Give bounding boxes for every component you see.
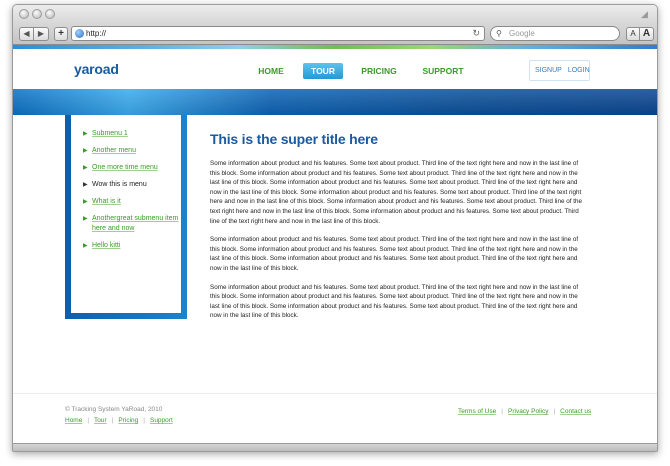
sidebar-menu [71, 115, 181, 313]
search-field[interactable] [490, 26, 620, 41]
close-window-button[interactable] [19, 9, 29, 19]
footer-separator: | [553, 408, 556, 415]
footer-link-support[interactable]: Support [149, 417, 173, 424]
triangle-right-icon: ▶ [83, 148, 88, 154]
contact-us-link[interactable]: Contact us [560, 408, 592, 415]
sidebar-item-submenu-1[interactable] [71, 129, 181, 139]
privacy-policy-link[interactable]: Privacy Policy [508, 408, 549, 415]
text-smaller-button[interactable] [626, 27, 640, 41]
resize-grip-icon: ◢ [641, 9, 648, 19]
forward-button[interactable] [34, 27, 49, 41]
login-link[interactable]: LOGIN [567, 67, 590, 74]
url-field[interactable] [71, 26, 485, 41]
sidebar-item-anothergreat-submenu[interactable] [71, 214, 181, 234]
sidebar-item-another-menu[interactable] [71, 146, 181, 156]
sidebar-item-label: Anothergreat submenu item here and now [92, 215, 179, 232]
minimize-window-button[interactable] [32, 9, 42, 19]
terms-of-use-link[interactable]: Terms of Use [458, 408, 497, 415]
sidebar-item-hello-kitti[interactable] [71, 241, 181, 251]
url-text: http:// [86, 29, 107, 38]
back-icon: ◀ [23, 29, 30, 38]
status-bar [13, 443, 657, 451]
title-bar [13, 5, 657, 23]
page-title: This is the super title here [210, 131, 378, 147]
auth-box [529, 60, 590, 81]
triangle-right-icon: ▶ [83, 165, 88, 171]
sidebar-item-label: Hello kitti [92, 242, 121, 249]
footer-link-pricing[interactable]: Pricing [118, 417, 139, 424]
add-bookmark-button[interactable] [54, 27, 68, 41]
sidebar-item-what-is-it[interactable] [71, 197, 181, 207]
text-smaller-label: A [630, 29, 636, 38]
sidebar-item-label: Another menu [92, 147, 136, 154]
main-content [210, 131, 588, 330]
triangle-right-icon: ▶ [83, 199, 88, 205]
footer-separator: | [111, 417, 114, 424]
triangle-right-icon: ▶ [83, 243, 88, 249]
footer-divider [13, 393, 657, 394]
footer-separator: | [501, 408, 503, 415]
text-larger-label: A [642, 28, 651, 39]
text-larger-button[interactable] [640, 27, 654, 41]
nav-tour[interactable]: TOUR [303, 63, 343, 79]
browser-toolbar [13, 23, 657, 45]
footer-separator: | [87, 417, 90, 424]
sidebar-item-one-more-time-menu[interactable] [71, 163, 181, 173]
sidebar-item-label: Submenu 1 [92, 130, 128, 137]
back-button[interactable] [19, 27, 34, 41]
triangle-right-icon: ▶ [83, 182, 88, 188]
site-logo[interactable]: yaroad [74, 61, 119, 77]
nav-home[interactable]: HOME [258, 66, 284, 76]
search-placeholder: Google [509, 29, 535, 38]
copyright-text: © Tracking System YaRoad, 2010 [65, 406, 163, 413]
header-banner [13, 89, 657, 115]
reload-icon[interactable]: ↻ [472, 28, 480, 38]
triangle-right-icon: ▶ [83, 131, 88, 137]
sidebar-item-label: What is it [92, 198, 121, 205]
nav-support[interactable]: SUPPORT [422, 66, 464, 76]
content-paragraph: Some information about product and his features. Some text about product. Third line of the text right here and now in the last line of this block. Some information about product and his features. Some text about product. Third line of the text right here and now in the last line of this block. Some information about product and his features. Some text about product. Third line of the text right here and now in the last line of this block. Some information about product and his features. Some text about product. Third line of the text right here and now in the last line of this block. Some information about product and his features. Some text about product. Third line of the text right here and now in the last line of this block. Some information about product and his features. Some text about product. Third line of the text right here and now in the last line of this block. [210, 160, 582, 225]
footer-link-home[interactable]: Home [65, 417, 83, 424]
footer-link-tour[interactable]: Tour [94, 417, 107, 424]
legal-links [458, 408, 591, 415]
content-paragraph: Some information about product and his features. Some text about product. Third line of the text right here and now in the last line of this block. Some information about product and his features. Some text about product. Third line of the text right here and now in the last line of this block. Some information about product and his features. Some text about product. Third line of the text right here and now in the last line of this block. [210, 236, 579, 272]
search-icon: ⚲ [496, 29, 502, 38]
triangle-right-icon: ▶ [83, 216, 88, 222]
plus-icon: + [58, 28, 64, 39]
sidebar [65, 115, 187, 319]
nav-pricing[interactable]: PRICING [361, 66, 397, 76]
footer-separator: | [143, 417, 145, 424]
content-paragraph: Some information about product and his features. Some text about product. Third line of the text right here and now in the last line of this block. Some information about product and his features. Some text about product. Third line of the text right here and now in the last line of this block. Some information about product and his features. Some text about product. Third line of the text right here and now in the last line of this block. [210, 283, 579, 320]
signup-link[interactable]: SIGNUP [535, 67, 562, 74]
sidebar-item-wow-this-is-menu[interactable] [71, 180, 181, 190]
forward-icon: ▶ [37, 29, 45, 38]
sidebar-item-label: One more time menu [92, 164, 158, 171]
browser-window [12, 4, 658, 452]
zoom-window-button[interactable] [45, 9, 55, 19]
footer-nav [65, 417, 173, 424]
sidebar-item-label: Wow this is menu [92, 181, 147, 188]
page-viewport [13, 49, 657, 445]
globe-icon [75, 29, 84, 38]
